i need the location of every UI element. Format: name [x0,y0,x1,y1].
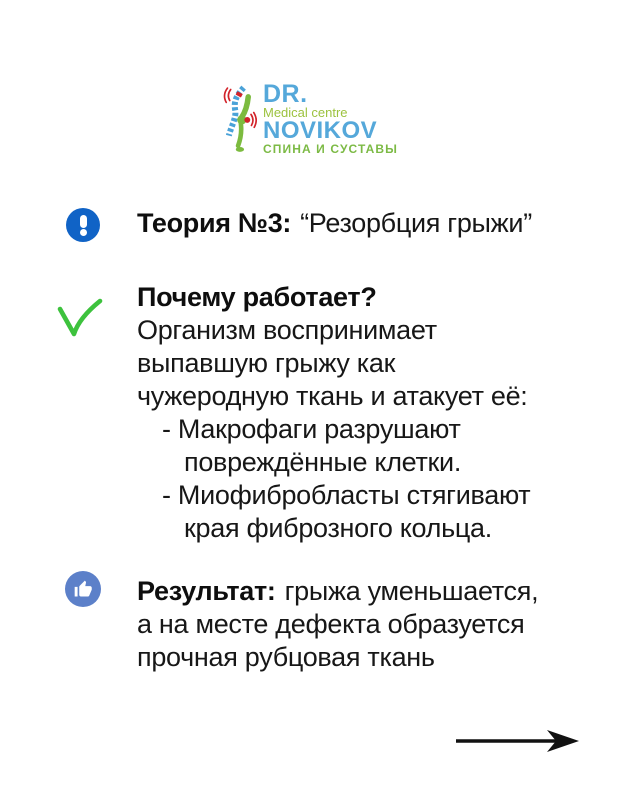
why-section [137,281,530,545]
logo [220,80,399,156]
exclamation-dot [80,229,87,236]
thumbs-up-circle-icon [65,571,101,607]
bullet-line: - Макрофаги разрушают [162,414,461,444]
thumbs-up-glyph [73,579,93,599]
logo-dr-text: DR. [263,80,308,108]
result-line: прочная рубцовая ткань [137,642,435,672]
bullet-line: - Миофибробласты стягивают [162,480,531,510]
logo-medical-centre-text: Medical centre [263,105,348,120]
next-arrow-icon[interactable] [455,728,581,754]
result-line: а на месте дефекта образуется [137,609,525,639]
logo-novikov-text: NOVIKOV [263,117,378,144]
bullet-line-continuation: края фиброзного кольца. [184,513,492,543]
logo-text [263,80,399,156]
exclamation-bar [80,215,87,228]
result-label: Результат: [137,576,276,606]
theory-label: Теория №3: [137,208,292,238]
logo-tagline-text: СПИНА И СУСТАВЫ [263,142,399,156]
theory-section [137,207,532,240]
spine-knee-logo-icon [220,83,258,155]
why-line: Организм воспринимает [137,315,437,345]
why-heading: Почему работает? [137,282,377,312]
why-line: выпавшую грыжу как [137,348,396,378]
exclamation-circle-icon [66,208,100,242]
bullet-line-continuation: повреждённые клетки. [184,447,462,477]
result-section [137,575,538,674]
result-text: грыжа уменьшается, [284,576,539,606]
theory-title: “Резорбция грыжи” [300,208,532,238]
why-line: чужеродную ткань и атакует её: [137,381,528,411]
checkmark-icon [56,298,104,340]
